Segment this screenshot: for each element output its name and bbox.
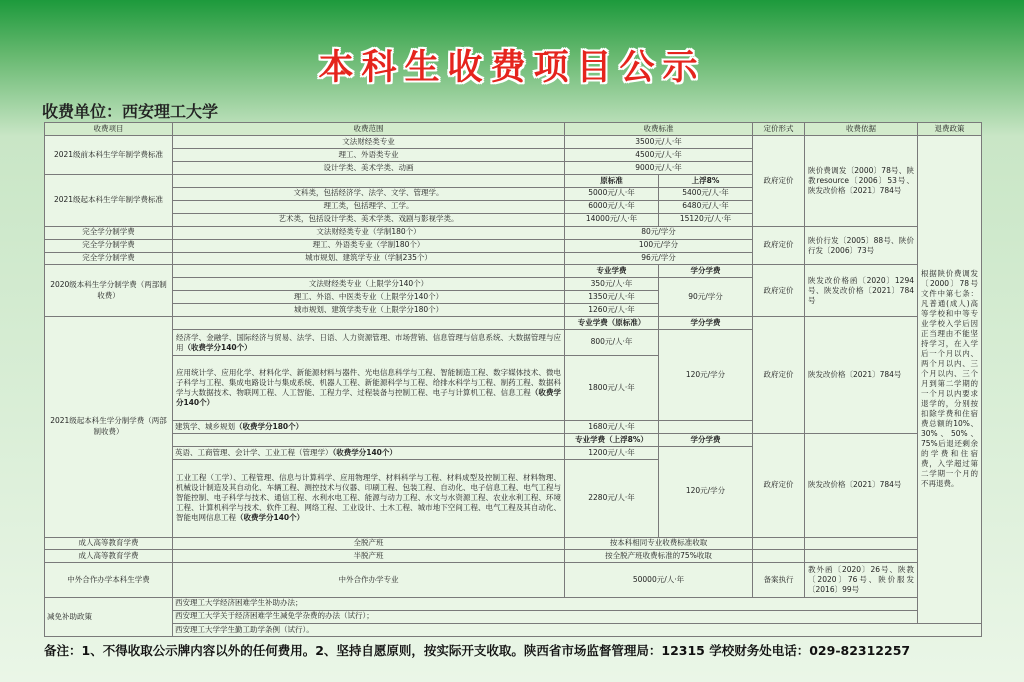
g5-scope bbox=[173, 446, 565, 459]
table-header-row bbox=[45, 123, 982, 136]
g5-scope-credits: （收费学分140个） bbox=[183, 342, 252, 352]
adult-fee: 按本科相同专业收费标准收取 bbox=[565, 537, 753, 550]
g2-scope: 文科类，包括经济学、法学、文学、管理学。 bbox=[173, 187, 565, 200]
pricing-type: 政府定价 bbox=[753, 226, 805, 265]
g5-scope-majors: 经济学、金融学、国际经济与贸易、法学、日语、人力资源管理、市场营销、信息管理与信息系统、大数据管理与应用 bbox=[176, 332, 561, 352]
g1-fee: 4500元/人·年 bbox=[565, 148, 753, 161]
g5-subheader-credit: 学分学费 bbox=[659, 317, 753, 330]
issuing-unit: 收费单位：西安理工大学 bbox=[42, 102, 219, 121]
coop-basis: 教外函〔2020〕26号、陕教〔2020〕76号、陕价服发〔2016〕99号 bbox=[805, 563, 918, 597]
g5-fee: 2280元/人·年 bbox=[565, 459, 659, 537]
header-standard: 收费标准 bbox=[565, 123, 753, 136]
g1-scope: 理工、外语类专业 bbox=[173, 148, 565, 161]
g5-scope-majors: 建筑学、城乡规划 bbox=[175, 421, 235, 431]
table-row bbox=[45, 433, 982, 446]
g2-subheader-blank bbox=[173, 174, 565, 187]
g5-credit-fee: 120元/学分 bbox=[659, 446, 753, 537]
table-row bbox=[45, 610, 982, 623]
g5-name: 2021级起本科生学分制学费（两部制收费） bbox=[45, 317, 173, 537]
g5-scope-credits: （收费学分140个） bbox=[176, 388, 562, 408]
table-row bbox=[45, 135, 982, 148]
g2-fee-raised: 6480元/人·年 bbox=[659, 200, 753, 213]
g3-fee: 100元/学分 bbox=[565, 239, 753, 252]
g2-fee-original: 14000元/人·年 bbox=[565, 213, 659, 226]
g4-basis: 陕发改价格函〔2020〕1294号、陕发改价格〔2021〕784号 bbox=[805, 265, 918, 317]
header-scope: 收费范围 bbox=[173, 123, 565, 136]
g3-name: 完全学分制学费 bbox=[45, 252, 173, 265]
g5-scope-credits: （收费学分140个） bbox=[332, 447, 397, 457]
g5-basis: 陕发改价格〔2021〕784号 bbox=[805, 317, 918, 434]
g3-name: 完全学分制学费 bbox=[45, 239, 173, 252]
g4-scope: 城市规划、建筑学类专业（上限学分180个） bbox=[173, 304, 565, 317]
g4-name: 2020级本科生学分制学费（两部制收费） bbox=[45, 265, 173, 317]
g4-subheader-blank bbox=[173, 265, 565, 278]
g5-basis: 陕发改价格〔2021〕784号 bbox=[805, 433, 918, 537]
g5-scope bbox=[173, 356, 565, 421]
g2-fee-original: 6000元/人·年 bbox=[565, 200, 659, 213]
g2-fee-raised: 15120元/人·年 bbox=[659, 213, 753, 226]
g4-credit-fee: 90元/学分 bbox=[659, 278, 753, 317]
g2-subheader-original: 原标准 bbox=[565, 174, 659, 187]
adult-scope: 半脱产班 bbox=[173, 550, 565, 563]
coop-name: 中外合作办学本科生学费 bbox=[45, 563, 173, 597]
adult-name: 成人高等教育学费 bbox=[45, 550, 173, 563]
g2-scope: 理工类，包括理学、工学。 bbox=[173, 200, 565, 213]
pricing-type: 政府定价 bbox=[753, 433, 805, 537]
blank-cell bbox=[805, 550, 918, 563]
blank-cell bbox=[753, 537, 805, 550]
coop-fee: 50000元/人·年 bbox=[565, 563, 753, 597]
table-row bbox=[45, 265, 982, 278]
g4-subheader-major: 专业学费 bbox=[565, 265, 659, 278]
g5-scope-credits: （收费学分180个） bbox=[235, 421, 304, 431]
blank-cell bbox=[805, 537, 918, 550]
g2-scope: 艺术类，包括设计学类、美术学类、戏剧与影视学类。 bbox=[173, 213, 565, 226]
g3-fee: 96元/学分 bbox=[565, 252, 753, 265]
g5-subheader-blank bbox=[173, 433, 565, 446]
g2-name: 2021级起本科生学年制学费标准 bbox=[45, 174, 173, 226]
relief-name: 减免补助政策 bbox=[45, 597, 173, 636]
g3-name: 完全学分制学费 bbox=[45, 226, 173, 239]
g5-subheader-credit: 学分学费 bbox=[659, 433, 753, 446]
g5-scope-credits: （收费学分140个） bbox=[236, 513, 305, 523]
g3-scope: 城市规划、建筑学专业（学制235个） bbox=[173, 252, 565, 265]
table-row bbox=[45, 317, 982, 330]
page-title: 本科生收费项目公示 bbox=[318, 48, 706, 88]
pricing-type: 政府定价 bbox=[753, 265, 805, 317]
pricing-type: 政府定价 bbox=[753, 135, 805, 226]
g3-basis: 陕价行发〔2005〕88号、陕价行发〔2006〕73号 bbox=[805, 226, 918, 265]
g5-scope-majors: 工业工程（工学）、工程管理、信息与计算科学、应用物理学、材料科学与工程、材料成型及控制工程、材料物理、机械设计制造及其自动化、车辆工程、测控技术与仪器、印刷工程、包装工程、自动化、电子信息工程、电气工程与智能控制、电子科学与技术、通信工程、水利水电工程、能源与动力工程、水文与水资源工程、农业水利工程、环境工程、计算机科学与技术、软件工程、网络工程、工业设计、土木工程、城市地下空间工程、电气工程及其自动化、智能电网信息工程 bbox=[176, 473, 561, 523]
g5-fee: 800元/人·年 bbox=[565, 330, 659, 356]
g1-fee: 9000元/人·年 bbox=[565, 161, 753, 174]
header-basis: 收费依据 bbox=[805, 123, 918, 136]
g3-scope: 理工、外语类专业（学制180个） bbox=[173, 239, 565, 252]
g5-subheader-major-raised: 专业学费（上浮8%） bbox=[565, 433, 659, 446]
g4-fee: 350元/人·年 bbox=[565, 278, 659, 291]
g1-scope: 文法财经类专业 bbox=[173, 135, 565, 148]
g1-scope: 设计学类、美术学类、动画 bbox=[173, 161, 565, 174]
blank-cell bbox=[753, 550, 805, 563]
g4-scope: 理工、外语、中医类专业（上限学分140个） bbox=[173, 291, 565, 304]
g1-name: 2021级前本科生学年制学费标准 bbox=[45, 135, 173, 174]
table-row bbox=[45, 623, 982, 636]
table-row bbox=[45, 597, 982, 610]
g2-fee-raised: 5400元/人·年 bbox=[659, 187, 753, 200]
g2-fee-original: 5000元/人·年 bbox=[565, 187, 659, 200]
header-pricing: 定价形式 bbox=[753, 123, 805, 136]
g1-fee: 3500元/人·年 bbox=[565, 135, 753, 148]
g4-subheader-credit: 学分学费 bbox=[659, 265, 753, 278]
refund-policy: 根据陕价费调发〔2000〕78号文件中第七条：凡普通(成人)高等学校和中等专业学校入学后因正当理由不能坚持学习，在入学后一个月以内、两个月以内、三个月以内、三个月到第二学期的一个月以内要求退学的，分别按扣除学费和住宿费总额的10%、30%、50%、75%后退还剩余的学费和住宿费，入学超过第二学期一个月的不再退费。 bbox=[918, 135, 982, 623]
g5-credit-fee: 120元/学分 bbox=[659, 330, 753, 421]
g5-scope-majors: 应用统计学、应用化学、材料化学、新能源材料与器件、光电信息科学与工程、智能制造工程、数字媒体技术、微电子科学与工程、集成电路设计与集成系统、机器人工程、新能源科学与工程、给排水科学与工程、制药工程、数据科学与大数据技术、物联网工程、人工智能、工程力学、过程装备与控制工程、电子与计算机工程、信息工程 bbox=[176, 368, 561, 398]
adult-fee: 按全脱产班收费标准的75%收取 bbox=[565, 550, 753, 563]
g1-basis: 陕价费调发〔2000〕78号、陕教resource〔2006〕53号、陕发改价格〔2021〕784号 bbox=[805, 135, 918, 226]
g5-scope-majors: 英语、工商管理、会计学、工业工程（管理学） bbox=[175, 447, 333, 457]
g4-scope: 文法财经类专业（上限学分140个） bbox=[173, 278, 565, 291]
g5-scope bbox=[173, 420, 565, 433]
pricing-type: 政府定价 bbox=[753, 317, 805, 434]
g3-scope: 文法财经类专业（学制180个） bbox=[173, 226, 565, 239]
pricing-type: 备案执行 bbox=[753, 563, 805, 597]
g2-subheader-raised: 上浮8% bbox=[659, 174, 753, 187]
g4-fee: 1350元/人·年 bbox=[565, 291, 659, 304]
g5-fee: 1680元/人·年 bbox=[565, 420, 659, 433]
g3-fee: 80元/学分 bbox=[565, 226, 753, 239]
fee-table bbox=[44, 122, 982, 637]
g4-fee: 1260元/人·年 bbox=[565, 304, 659, 317]
table-row bbox=[45, 563, 982, 580]
table-row bbox=[45, 537, 982, 550]
relief-line: 西安理工大学学生勤工助学条例（试行）。 bbox=[173, 623, 982, 636]
g5-subheader-major-original: 专业学费（原标准） bbox=[565, 317, 659, 330]
adult-scope: 全脱产班 bbox=[173, 537, 565, 550]
table-row bbox=[45, 550, 982, 563]
footer-note: 备注：1、不得收取公示牌内容以外的任何费用。2、坚持自愿原则，按实际开支收取。陕西省市场监督管理局：12315 学校财务处电话：029-82312257 bbox=[44, 643, 911, 658]
g5-scope bbox=[173, 459, 565, 537]
coop-scope: 中外合作办学专业 bbox=[173, 563, 565, 597]
g5-scope bbox=[173, 330, 565, 356]
table-row bbox=[45, 226, 982, 239]
relief-line: 西安理工大学关于经济困难学生减免学杂费的办法（试行）； bbox=[173, 610, 982, 623]
g5-fee: 1800元/人·年 bbox=[565, 356, 659, 421]
g5-fee: 1200元/人·年 bbox=[565, 446, 659, 459]
header-refund: 退费政策 bbox=[918, 123, 982, 136]
g5-subheader-blank bbox=[173, 317, 565, 330]
header-item: 收费项目 bbox=[45, 123, 173, 136]
relief-line: 西安理工大学经济困难学生补助办法； bbox=[173, 597, 982, 610]
adult-name: 成人高等教育学费 bbox=[45, 537, 173, 550]
